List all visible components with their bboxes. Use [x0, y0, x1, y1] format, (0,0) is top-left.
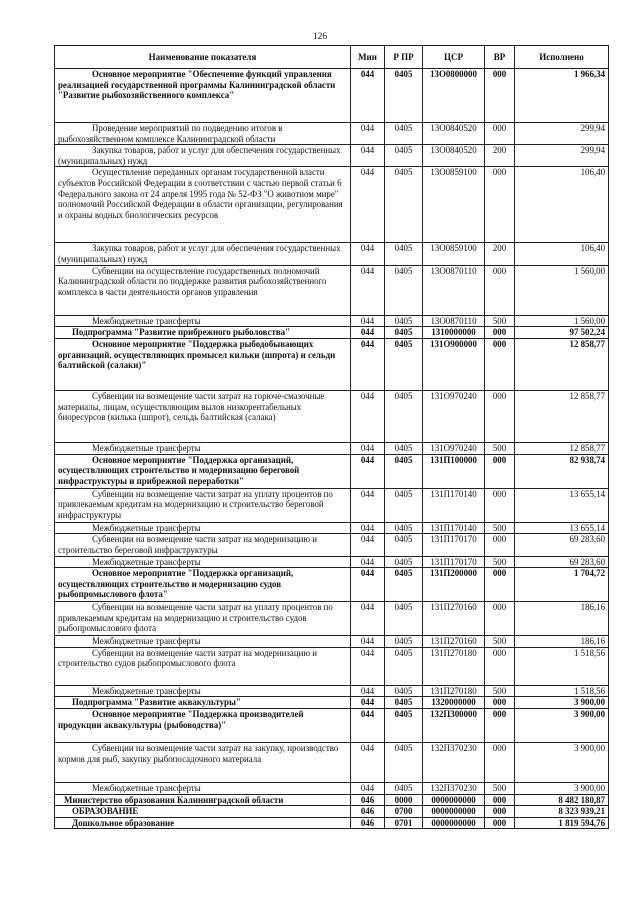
cell-min: 044 — [351, 265, 385, 315]
cell-vr: 000 — [485, 697, 515, 709]
cell-min: 046 — [351, 817, 385, 829]
cell-csr: 13O0859100 — [423, 167, 485, 243]
cell-vr: 000 — [485, 568, 515, 602]
cell-done: 1 518,56 — [515, 647, 609, 685]
cell-done: 3 900,00 — [515, 742, 609, 782]
cell-vr: 000 — [485, 817, 515, 829]
cell-rpr: 0700 — [385, 806, 423, 818]
cell-rpr: 0405 — [385, 454, 423, 488]
table-row — [55, 243, 609, 265]
cell-vr: 000 — [485, 69, 515, 123]
cell-vr: 000 — [485, 339, 515, 391]
cell-min: 044 — [351, 708, 385, 742]
cell-rpr: 0405 — [385, 339, 423, 391]
table-row — [55, 339, 609, 391]
cell-name: Субвенции на возмещение части затрат на уплату процентов по привлекаемым кредитам на модернизацию и строительство судов рыбопромыслового флота — [55, 602, 351, 636]
cell-rpr: 0405 — [385, 697, 423, 709]
cell-min: 044 — [351, 568, 385, 602]
cell-csr: 13O0840520 — [423, 123, 485, 145]
table-row — [55, 454, 609, 488]
cell-done: 13 655,14 — [515, 488, 609, 522]
table-row — [55, 488, 609, 522]
column-header-done: Исполнено — [515, 46, 609, 69]
table-row — [55, 167, 609, 243]
table-row — [55, 602, 609, 636]
cell-rpr: 0405 — [385, 123, 423, 145]
cell-vr: 200 — [485, 145, 515, 167]
cell-done: 299,94 — [515, 145, 609, 167]
cell-name: Основное мероприятие "Поддержка производителей продукции аквакультуры (рыбоводства)" — [55, 708, 351, 742]
cell-csr: 13O0870110 — [423, 315, 485, 327]
table-row — [55, 568, 609, 602]
table-row — [55, 742, 609, 782]
cell-done: 186,16 — [515, 602, 609, 636]
cell-name: Основное мероприятие "Поддержка организаций, осуществляющих строительство и модернизацию береговой инфраструктуры и прибрежной переработки" — [55, 454, 351, 488]
cell-rpr: 0405 — [385, 636, 423, 648]
cell-name: Основное мероприятие "Поддержка рыбодобывающих организаций, осуществляющих промысел кильки (шпрота) и сельди балтийской (салаки)" — [55, 339, 351, 391]
table-row — [55, 522, 609, 534]
cell-name: ОБРАЗОВАНИЕ — [55, 806, 351, 818]
cell-rpr: 0405 — [385, 782, 423, 794]
table-row — [55, 697, 609, 709]
cell-rpr: 0405 — [385, 443, 423, 455]
cell-name: Министерство образования Калининградской области — [55, 794, 351, 806]
cell-rpr: 0405 — [385, 522, 423, 534]
cell-done: 69 283,60 — [515, 556, 609, 568]
cell-csr: 0000000000 — [423, 806, 485, 818]
cell-csr: 0000000000 — [423, 794, 485, 806]
cell-name: Субвенции на возмещение части затрат на модернизацию и строительство береговой инфраструктуры — [55, 534, 351, 556]
cell-vr: 000 — [485, 488, 515, 522]
cell-vr: 500 — [485, 443, 515, 455]
cell-name: Межбюджетные трансферты — [55, 782, 351, 794]
cell-rpr: 0405 — [385, 391, 423, 443]
cell-rpr: 0405 — [385, 568, 423, 602]
column-header-min: Мин — [351, 46, 385, 69]
cell-vr: 000 — [485, 327, 515, 339]
cell-name: Основное мероприятие "Поддержка организаций, осуществляющих строительство и модернизацию судов рыбопромыслового флота" — [55, 568, 351, 602]
cell-min: 044 — [351, 488, 385, 522]
cell-name: Подпрограмма "Развитие аквакультуры" — [55, 697, 351, 709]
cell-name: Межбюджетные трансферты — [55, 443, 351, 455]
cell-done: 3 900,00 — [515, 697, 609, 709]
cell-vr: 000 — [485, 167, 515, 243]
cell-min: 044 — [351, 327, 385, 339]
table-row — [55, 782, 609, 794]
cell-csr: 131П170170 — [423, 534, 485, 556]
cell-rpr: 0405 — [385, 167, 423, 243]
table-row — [55, 69, 609, 123]
table-row — [55, 123, 609, 145]
table-row — [55, 794, 609, 806]
cell-rpr: 0405 — [385, 327, 423, 339]
cell-min: 044 — [351, 534, 385, 556]
cell-name: Проведение мероприятий по подведению итогов в рыбохозяйственном комплексе Калининградской области — [55, 123, 351, 145]
cell-vr: 000 — [485, 534, 515, 556]
cell-done: 12 858,77 — [515, 339, 609, 391]
budget-execution-table — [54, 45, 609, 829]
cell-name: Субвенции на возмещение части затрат на закупку, производство кормов для рыб, закупку рыбопосадочного материала — [55, 742, 351, 782]
cell-rpr: 0405 — [385, 315, 423, 327]
table-row — [55, 391, 609, 443]
cell-vr: 000 — [485, 708, 515, 742]
cell-rpr: 0405 — [385, 534, 423, 556]
cell-min: 046 — [351, 794, 385, 806]
header-row — [55, 46, 609, 69]
table-row — [55, 636, 609, 648]
table-row — [55, 443, 609, 455]
cell-done: 8 482 180,87 — [515, 794, 609, 806]
cell-done: 299,94 — [515, 123, 609, 145]
cell-vr: 000 — [485, 454, 515, 488]
table-row — [55, 685, 609, 697]
cell-vr: 500 — [485, 522, 515, 534]
cell-done: 97 502,24 — [515, 327, 609, 339]
cell-rpr: 0405 — [385, 708, 423, 742]
cell-csr: 131П270180 — [423, 685, 485, 697]
cell-min: 044 — [351, 522, 385, 534]
cell-csr: 13O0800000 — [423, 69, 485, 123]
table-row — [55, 708, 609, 742]
cell-min: 044 — [351, 391, 385, 443]
cell-rpr: 0000 — [385, 794, 423, 806]
table-row — [55, 327, 609, 339]
column-header-vr: ВР — [485, 46, 515, 69]
column-header-csr: ЦСР — [423, 46, 485, 69]
cell-done: 12 858,77 — [515, 443, 609, 455]
cell-min: 044 — [351, 602, 385, 636]
cell-min: 044 — [351, 315, 385, 327]
cell-rpr: 0405 — [385, 556, 423, 568]
cell-name: Межбюджетные трансферты — [55, 556, 351, 568]
cell-min: 044 — [351, 742, 385, 782]
cell-csr: 132П370230 — [423, 782, 485, 794]
cell-vr: 000 — [485, 602, 515, 636]
cell-vr: 000 — [485, 742, 515, 782]
cell-name: Субвенции на возмещение части затрат на модернизацию и строительство судов рыбопромыслового флота — [55, 647, 351, 685]
cell-name: Дошкольное образование — [55, 817, 351, 829]
cell-name: Субвенции на возмещение части затрат на горюче-смазочные материалы, лицам, осуществляющим вылов низкорентабельных биоресурсов (килька (шпрот), сельдь балтийская (салака) — [55, 391, 351, 443]
cell-done: 1 966,34 — [515, 69, 609, 123]
cell-vr: 500 — [485, 556, 515, 568]
cell-rpr: 0405 — [385, 602, 423, 636]
cell-min: 044 — [351, 145, 385, 167]
table-header — [55, 46, 609, 69]
table-row — [55, 534, 609, 556]
cell-done: 1 560,00 — [515, 315, 609, 327]
cell-name: Подпрограмма "Развитие прибрежного рыболовства" — [55, 327, 351, 339]
cell-csr: 13O0840520 — [423, 145, 485, 167]
cell-min: 044 — [351, 243, 385, 265]
cell-csr: 132П300000 — [423, 708, 485, 742]
table-row — [55, 145, 609, 167]
cell-min: 044 — [351, 697, 385, 709]
cell-rpr: 0405 — [385, 742, 423, 782]
cell-csr: 131П100000 — [423, 454, 485, 488]
cell-done: 1 518,56 — [515, 685, 609, 697]
cell-vr: 000 — [485, 794, 515, 806]
cell-csr: 13O0870110 — [423, 265, 485, 315]
table-row — [55, 556, 609, 568]
cell-done: 12 858,77 — [515, 391, 609, 443]
cell-name: Осуществление переданных органам государственной власти субъектов Российской Федерации в соответствии с частью первой статьи 6 Федерального закона от 24 апреля 1995 года № 52-ФЗ "О животном мире" полномочий Российской Федерации в области организации, регулирования и охраны водных биологических ресурсов — [55, 167, 351, 243]
cell-min: 044 — [351, 556, 385, 568]
cell-name: Основное мероприятие "Обеспечение функций управления реализацией государственной программы Калининградской области "Развитие рыбохозяйственного комплекса" — [55, 69, 351, 123]
cell-min: 044 — [351, 685, 385, 697]
cell-vr: 500 — [485, 685, 515, 697]
cell-done: 1 560,00 — [515, 265, 609, 315]
cell-done: 3 900,00 — [515, 782, 609, 794]
table-body — [55, 69, 609, 829]
cell-min: 044 — [351, 647, 385, 685]
cell-csr: 131O900000 — [423, 339, 485, 391]
cell-rpr: 0405 — [385, 265, 423, 315]
table-row — [55, 265, 609, 315]
cell-done: 69 283,60 — [515, 534, 609, 556]
cell-name: Закупка товаров, работ и услуг для обеспечения государственных (муниципальных) нужд — [55, 145, 351, 167]
cell-vr: 500 — [485, 782, 515, 794]
cell-done: 1 704,72 — [515, 568, 609, 602]
cell-csr: 0000000000 — [423, 817, 485, 829]
table-row — [55, 647, 609, 685]
cell-vr: 000 — [485, 123, 515, 145]
cell-min: 044 — [351, 167, 385, 243]
cell-vr: 000 — [485, 806, 515, 818]
cell-name: Межбюджетные трансферты — [55, 636, 351, 648]
column-header-rpr: Р ПР — [385, 46, 423, 69]
cell-done: 186,16 — [515, 636, 609, 648]
cell-csr: 131П200000 — [423, 568, 485, 602]
cell-rpr: 0405 — [385, 243, 423, 265]
cell-min: 044 — [351, 443, 385, 455]
cell-done: 8 323 939,21 — [515, 806, 609, 818]
cell-csr: 131П170170 — [423, 556, 485, 568]
cell-done: 13 655,14 — [515, 522, 609, 534]
cell-rpr: 0405 — [385, 145, 423, 167]
cell-rpr: 0405 — [385, 647, 423, 685]
cell-vr: 500 — [485, 636, 515, 648]
column-header-name: Наименование показателя — [55, 46, 351, 69]
cell-vr: 000 — [485, 265, 515, 315]
cell-csr: 131П170140 — [423, 488, 485, 522]
cell-name: Межбюджетные трансферты — [55, 315, 351, 327]
cell-name: Субвенции на осуществление государственных полномочий Калининградской области по поддержке развития рыбохозяйственного комплекса в части деятельности органов управления — [55, 265, 351, 315]
cell-name: Межбюджетные трансферты — [55, 522, 351, 534]
cell-vr: 000 — [485, 391, 515, 443]
cell-min: 044 — [351, 339, 385, 391]
cell-vr: 500 — [485, 315, 515, 327]
cell-name: Субвенции на возмещение части затрат на уплату процентов по привлекаемым кредитам на модернизацию и строительство береговой инфраструктуры — [55, 488, 351, 522]
cell-rpr: 0405 — [385, 488, 423, 522]
cell-rpr: 0701 — [385, 817, 423, 829]
table-row — [55, 806, 609, 818]
cell-csr: 131O970240 — [423, 443, 485, 455]
cell-min: 046 — [351, 806, 385, 818]
cell-min: 044 — [351, 69, 385, 123]
cell-csr: 131П270180 — [423, 647, 485, 685]
cell-min: 044 — [351, 123, 385, 145]
cell-csr: 131П270160 — [423, 636, 485, 648]
cell-csr: 131П270160 — [423, 602, 485, 636]
cell-name: Межбюджетные трансферты — [55, 685, 351, 697]
table-row — [55, 817, 609, 829]
cell-csr: 1320000000 — [423, 697, 485, 709]
cell-name: Закупка товаров, работ и услуг для обеспечения государственных (муниципальных) нужд — [55, 243, 351, 265]
cell-csr: 131O970240 — [423, 391, 485, 443]
cell-csr: 131П170140 — [423, 522, 485, 534]
cell-csr: 13O0859100 — [423, 243, 485, 265]
table-row — [55, 315, 609, 327]
cell-vr: 000 — [485, 647, 515, 685]
cell-done: 3 900,00 — [515, 708, 609, 742]
cell-rpr: 0405 — [385, 69, 423, 123]
cell-min: 044 — [351, 782, 385, 794]
cell-done: 106,40 — [515, 243, 609, 265]
cell-vr: 200 — [485, 243, 515, 265]
cell-done: 106,40 — [515, 167, 609, 243]
cell-rpr: 0405 — [385, 685, 423, 697]
cell-min: 044 — [351, 454, 385, 488]
cell-done: 1 819 594,76 — [515, 817, 609, 829]
cell-csr: 132П370230 — [423, 742, 485, 782]
cell-csr: 1310000000 — [423, 327, 485, 339]
cell-done: 82 938,74 — [515, 454, 609, 488]
page-number: 126 — [312, 32, 328, 42]
cell-min: 044 — [351, 636, 385, 648]
